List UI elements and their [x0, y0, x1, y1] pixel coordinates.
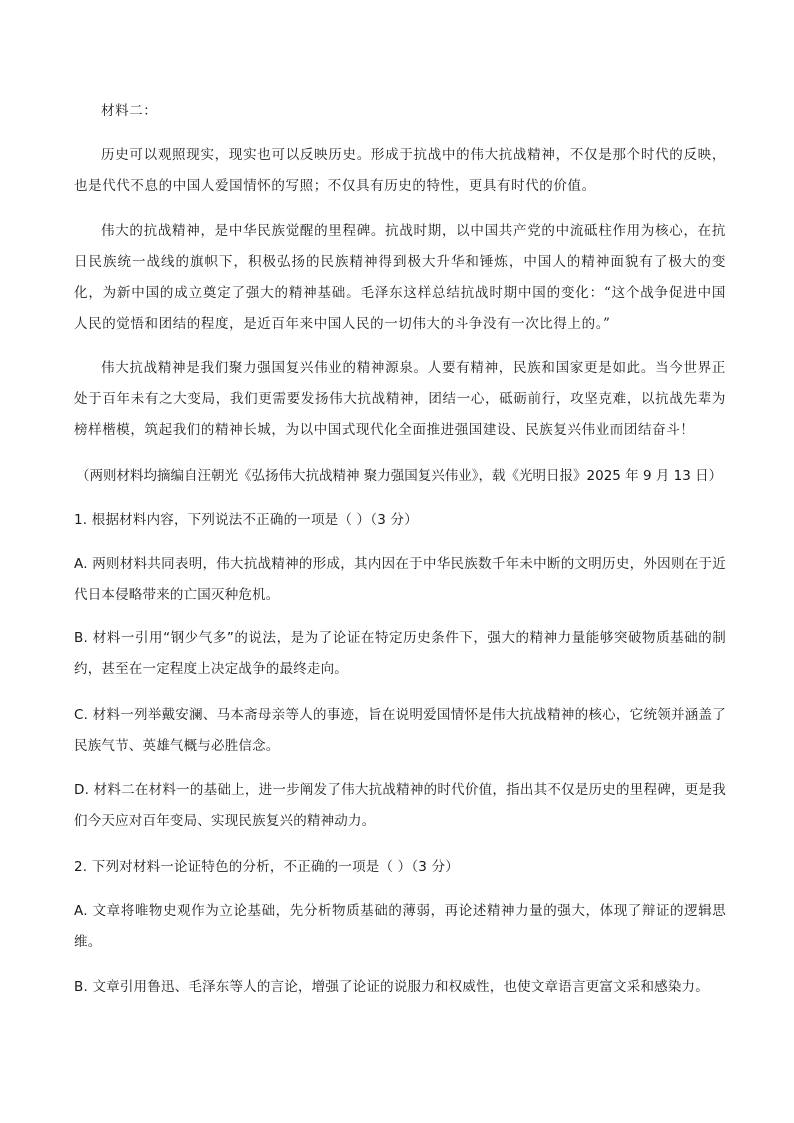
question-1-option-d: D. 材料二在材料一的基础上，进一步阐发了伟大抗战精神的时代价值，指出其不仅是历史的里程碑，更是我们今天应对百年变局、实现民族复兴的精神动力。 — [74, 782, 726, 829]
question-1-option-a: A. 两则材料共同表明，伟大抗战精神的形成，其内因在于中华民族数千年未中断的文明历史，外因则在于近代日本侵略带来的亡国灭种危机。 — [74, 556, 726, 603]
question-2-stem: 2. 下列对材料一论证特色的分析，不正确的一项是（ ）（3 分） — [74, 859, 459, 875]
material-two-heading: 材料二： — [101, 103, 158, 119]
question-1-option-b: B. 材料一引用“钢少气多”的说法，是为了论证在特定历史条件下，强大的精神力量能够突破物质基础的制约，甚至在一定程度上决定战争的最终走向。 — [74, 630, 726, 677]
question-2-option-b: B. 文章引用鲁迅、毛泽东等人的言论，增强了论证的说服力和权威性，也使文章语言更富文采和感染力。 — [74, 979, 709, 995]
question-1-option-c: C. 材料一列举戴安澜、马本斋母亲等人的事迹，旨在说明爱国情怀是伟大抗战精神的核心，它统领并涵盖了民族气节、英雄气概与必胜信念。 — [74, 707, 726, 754]
material-two-paragraph-1: 历史可以观照现实，现实也可以反映历史。形成于抗战中的伟大抗战精神，不仅是那个时代的反映，也是代代不息的中国人爱国情怀的写照；不仅具有历史的特性，更具有时代的价值。 — [74, 147, 726, 194]
material-two-paragraph-3: 伟大抗战精神是我们聚力强国复兴伟业的精神源泉。人要有精神，民族和国家更是如此。当今世界正处于百年未有之大变局，我们更需要发扬伟大抗战精神，团结一心，砥砺前行，攻坚克难，以抗战先辈为榜样楷模，筑起我们的精神长城，为以中国式现代化全面推进强国建设、民族复兴伟业而团结奋斗！ — [74, 360, 726, 438]
source-citation: （两则材料均摘编自汪朝光《弘扬伟大抗战精神 聚力强国复兴伟业》，载《光明日报》2025 年 9 月 13 日） — [76, 468, 723, 484]
question-1-stem: 1. 根据材料内容，下列说法不正确的一项是（ ）（3 分） — [74, 512, 418, 528]
question-2-option-a: A. 文章将唯物史观作为立论基础，先分析物质基础的薄弱，再论述精神力量的强大，体现了辩证的逻辑思维。 — [74, 903, 726, 950]
material-two-paragraph-2: 伟大的抗战精神，是中华民族觉醒的里程碑。抗战时期，以中国共产党的中流砥柱作用为核心，在抗日民族统一战线的旗帜下，积极弘扬的民族精神得到极大升华和锤炼，中国人的精神面貌有了极大的变化，为新中国的成立奠定了强大的精神基础。毛泽东这样总结抗战时期中国的变化：“这个战争促进中国人民的觉悟和团结的程度，是近百年来中国人民的一切伟大的斗争没有一次比得上的。” — [74, 223, 726, 332]
